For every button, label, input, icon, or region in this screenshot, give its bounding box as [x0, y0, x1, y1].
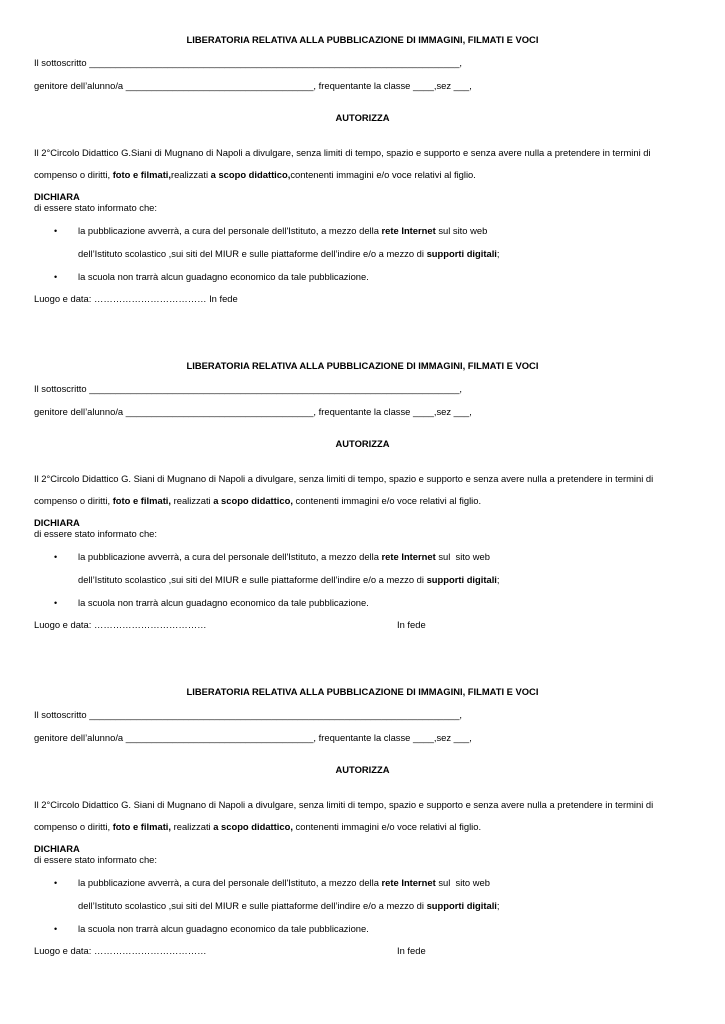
- form-title: LIBERATORIA RELATIVA ALLA PUBBLICAZIONE DI IMMAGINI, FILMATI E VOCI: [186, 360, 539, 371]
- authorization-paragraph-cont: compenso o diritti, foto e filmati, realizzati a scopo didattico, contenenti immagini e/o voce relativi al figlio.: [34, 495, 482, 506]
- bullet-item-publication: la pubblicazione avverrà, a cura del personale dell'Istituto, a mezzo della rete Internet sul sito web: [78, 225, 488, 236]
- authorization-paragraph: Il 2°Circolo Didattico G. Siani di Mugnano di Napoli a divulgare, senza limiti di tempo, spazio e supporto e senza avere nulla a pretendere in termini di: [34, 473, 654, 484]
- authorization-paragraph: Il 2°Circolo Didattico G.Siani di Mugnano di Napoli a divulgare, senza limiti di tempo, spazio e supporto e senza avere nulla a pretendere in termini di: [34, 147, 651, 158]
- authorization-paragraph-cont: compenso o diritti, foto e filmati,realizzati a scopo didattico,contenenti immagini e/o voce relativi al figlio.: [34, 169, 476, 180]
- bullet-icon: •: [54, 272, 58, 282]
- in-fede-label: In fede: [209, 293, 238, 304]
- form-title: LIBERATORIA RELATIVA ALLA PUBBLICAZIONE DI IMMAGINI, FILMATI E VOCI: [186, 34, 539, 45]
- informato-line: di essere stato informato che:: [34, 528, 157, 539]
- genitore-line: genitore dell’alunno/a ____________________________________, frequentante la classe ____,sez ___,: [34, 80, 472, 91]
- autorizza-heading: AUTORIZZA: [335, 438, 390, 449]
- sottoscritto-line: Il sottoscritto _______________________________________________________________________,: [34, 57, 463, 68]
- sottoscritto-line: Il sottoscritto _______________________________________________________________________,: [34, 383, 463, 394]
- bullet-item-no-profit: la scuola non trarrà alcun guadagno economico da tale pubblicazione.: [78, 923, 369, 934]
- bullet-icon: •: [54, 552, 58, 562]
- genitore-line: genitore dell’alunno/a ____________________________________, frequentante la classe ____,sez ___,: [34, 732, 472, 743]
- autorizza-heading: AUTORIZZA: [335, 764, 390, 775]
- bullet-item-publication-cont: dell’Istituto scolastico ,sui siti del MIUR e sulle piattaforme dell’indire e/o a mezzo di supporti digitali;: [78, 248, 500, 259]
- informato-line: di essere stato informato che:: [34, 854, 157, 865]
- bullet-item-publication-cont: dell’Istituto scolastico ,sui siti del MIUR e sulle piattaforme dell’indire e/o a mezzo di supporti digitali;: [78, 574, 500, 585]
- luogo-data-line: Luogo e data: ………………………………: [34, 945, 207, 956]
- bullet-item-no-profit: la scuola non trarrà alcun guadagno economico da tale pubblicazione.: [78, 271, 369, 282]
- luogo-data-line: Luogo e data: ……………………………… In fede: [34, 293, 238, 304]
- in-fede-label: In fede: [397, 619, 426, 630]
- bullet-icon: •: [54, 924, 58, 934]
- informato-line: di essere stato informato che:: [34, 202, 157, 213]
- bullet-item-publication-cont: dell’Istituto scolastico ,sui siti del MIUR e sulle piattaforme dell’indire e/o a mezzo di supporti digitali;: [78, 900, 500, 911]
- dichiara-heading: DICHIARA: [34, 517, 80, 528]
- in-fede-label: In fede: [397, 945, 426, 956]
- bullet-item-no-profit: la scuola non trarrà alcun guadagno economico da tale pubblicazione.: [78, 597, 369, 608]
- authorization-paragraph: Il 2°Circolo Didattico G. Siani di Mugnano di Napoli a divulgare, senza limiti di tempo, spazio e supporto e senza avere nulla a pretendere in termini di: [34, 799, 654, 810]
- bullet-item-publication: la pubblicazione avverrà, a cura del personale dell'Istituto, a mezzo della rete Internet sul sito web: [78, 877, 490, 888]
- bullet-icon: •: [54, 226, 58, 236]
- form-title: LIBERATORIA RELATIVA ALLA PUBBLICAZIONE DI IMMAGINI, FILMATI E VOCI: [186, 686, 539, 697]
- genitore-line: genitore dell’alunno/a ____________________________________, frequentante la classe ____,sez ___,: [34, 406, 472, 417]
- luogo-data-line: Luogo e data: ………………………………: [34, 619, 207, 630]
- bullet-icon: •: [54, 878, 58, 888]
- authorization-paragraph-cont: compenso o diritti, foto e filmati, realizzati a scopo didattico, contenenti immagini e/o voce relativi al figlio.: [34, 821, 482, 832]
- bullet-icon: •: [54, 598, 58, 608]
- bullet-item-publication: la pubblicazione avverrà, a cura del personale dell'Istituto, a mezzo della rete Internet sul sito web: [78, 551, 490, 562]
- dichiara-heading: DICHIARA: [34, 843, 80, 854]
- sottoscritto-line: Il sottoscritto _______________________________________________________________________,: [34, 709, 463, 720]
- autorizza-heading: AUTORIZZA: [335, 112, 390, 123]
- dichiara-heading: DICHIARA: [34, 191, 80, 202]
